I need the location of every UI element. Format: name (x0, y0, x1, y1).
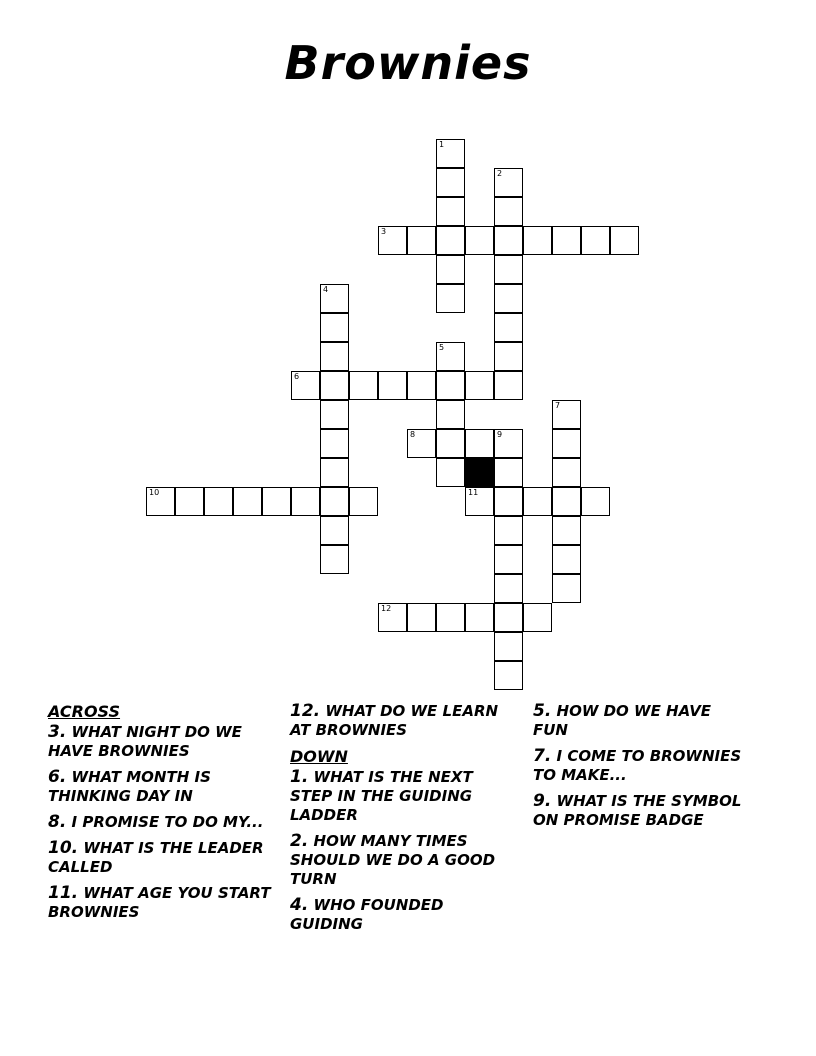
grid-cell[interactable] (465, 429, 494, 458)
grid-cell[interactable] (436, 284, 465, 313)
grid-cell[interactable] (494, 371, 523, 400)
grid-cell[interactable] (291, 487, 320, 516)
clue-down-2: 2. HOW MANY TIMES SHOULD WE DO A GOOD TURN (290, 831, 496, 888)
grid-cell[interactable] (407, 226, 436, 255)
grid-cell[interactable] (552, 545, 581, 574)
clue-down-1: 1. WHAT IS THE NEXT STEP IN THE GUIDING LADDER (290, 767, 473, 824)
grid-cell[interactable] (465, 226, 494, 255)
grid-cell[interactable] (494, 313, 523, 342)
clue-down-4: 4. WHO FOUNDED GUIDING (290, 895, 444, 933)
grid-cell[interactable] (436, 342, 465, 371)
grid-cell[interactable] (465, 603, 494, 632)
grid-cell[interactable] (494, 226, 523, 255)
grid-cell[interactable] (494, 255, 523, 284)
clue-down-9: 9. WHAT IS THE SYMBOL ON PROMISE BADGE (533, 791, 742, 829)
clue-down-5: 5. HOW DO WE HAVE FUN (533, 701, 712, 739)
cell-number: 1 (439, 140, 445, 149)
grid-cell[interactable] (436, 197, 465, 226)
clues-column-2 (290, 702, 520, 941)
clue-across-6: 6. WHAT MONTH IS THINKING DAY IN (48, 767, 211, 805)
grid-cell[interactable] (320, 371, 349, 400)
clue-down-7: 7. I COME TO BROWNIES TO MAKE... (533, 746, 742, 784)
grid-cell[interactable] (320, 545, 349, 574)
grid-cell[interactable] (262, 487, 291, 516)
grid-cell[interactable] (465, 487, 494, 516)
grid-cell[interactable] (465, 371, 494, 400)
cell-number: 3 (381, 227, 387, 236)
grid-cell[interactable] (494, 661, 523, 690)
down-heading: DOWN (290, 747, 348, 766)
grid-cell[interactable] (378, 371, 407, 400)
clue-across-10: 10. WHAT IS THE LEADER CALLED (48, 838, 264, 876)
grid-cell[interactable] (494, 342, 523, 371)
clues-column-1 (48, 702, 278, 929)
grid-cell[interactable] (494, 545, 523, 574)
grid-cell[interactable] (581, 226, 610, 255)
clue-across-12: 12. WHAT DO WE LEARN AT BROWNIES (290, 701, 499, 739)
page-title: Brownies (284, 36, 532, 90)
cell-number: 7 (555, 401, 561, 410)
grid-cell[interactable] (320, 313, 349, 342)
cell-number: 11 (468, 488, 479, 497)
grid-cell[interactable] (233, 487, 262, 516)
grid-cell[interactable] (349, 487, 378, 516)
cell-number: 10 (149, 488, 160, 497)
grid-cell[interactable] (523, 487, 552, 516)
grid-cell[interactable] (552, 487, 581, 516)
grid-cell[interactable] (494, 197, 523, 226)
grid-cell[interactable] (494, 516, 523, 545)
grid-cell[interactable] (436, 168, 465, 197)
grid-cell[interactable] (552, 458, 581, 487)
grid-cell[interactable] (407, 429, 436, 458)
grid-cell[interactable] (552, 516, 581, 545)
cell-number: 4 (323, 285, 329, 294)
grid-cell[interactable] (552, 429, 581, 458)
cell-number: 5 (439, 343, 445, 352)
grid-cell[interactable] (291, 371, 320, 400)
grid-cell[interactable] (494, 168, 523, 197)
grid-cell[interactable] (552, 574, 581, 603)
grid-cell[interactable] (320, 516, 349, 545)
grid-cell[interactable] (436, 371, 465, 400)
grid-cell[interactable] (320, 400, 349, 429)
grid-cell[interactable] (494, 458, 523, 487)
grid-cell[interactable] (320, 284, 349, 313)
grid-cell[interactable] (320, 342, 349, 371)
grid-cell[interactable] (581, 487, 610, 516)
cell-number: 8 (410, 430, 416, 439)
grid-cell[interactable] (320, 429, 349, 458)
grid-cell[interactable] (494, 632, 523, 661)
grid-block (465, 458, 494, 487)
grid-cell[interactable] (523, 226, 552, 255)
grid-cell[interactable] (436, 139, 465, 168)
grid-cell[interactable] (320, 458, 349, 487)
grid-cell[interactable] (204, 487, 233, 516)
clues-column-3 (533, 702, 743, 837)
grid-cell[interactable] (494, 284, 523, 313)
grid-cell[interactable] (175, 487, 204, 516)
clue-across-3: 3. WHAT NIGHT DO WE HAVE BROWNIES (48, 722, 242, 760)
cell-number: 9 (497, 430, 503, 439)
grid-cell[interactable] (436, 255, 465, 284)
clue-across-8: 8. I PROMISE TO DO MY... (48, 812, 264, 832)
cell-number: 12 (381, 604, 392, 613)
grid-cell[interactable] (320, 487, 349, 516)
grid-cell[interactable] (436, 603, 465, 632)
grid-cell[interactable] (494, 603, 523, 632)
grid-cell[interactable] (523, 603, 552, 632)
grid-cell[interactable] (552, 400, 581, 429)
grid-cell[interactable] (407, 603, 436, 632)
grid-cell[interactable] (436, 458, 465, 487)
grid-cell[interactable] (436, 400, 465, 429)
grid-cell[interactable] (436, 429, 465, 458)
grid-cell[interactable] (494, 487, 523, 516)
grid-cell[interactable] (378, 603, 407, 632)
grid-cell[interactable] (407, 371, 436, 400)
grid-cell[interactable] (349, 371, 378, 400)
grid-cell[interactable] (146, 487, 175, 516)
clue-across-11: 11. WHAT AGE YOU START BROWNIES (48, 883, 271, 921)
grid-cell[interactable] (494, 429, 523, 458)
cell-number: 2 (497, 169, 503, 178)
grid-cell[interactable] (552, 226, 581, 255)
cell-number: 6 (294, 372, 300, 381)
across-heading: ACROSS (48, 702, 121, 721)
grid-cell[interactable] (378, 226, 407, 255)
grid-cell[interactable] (494, 574, 523, 603)
grid-cell[interactable] (610, 226, 639, 255)
grid-cell[interactable] (436, 226, 465, 255)
